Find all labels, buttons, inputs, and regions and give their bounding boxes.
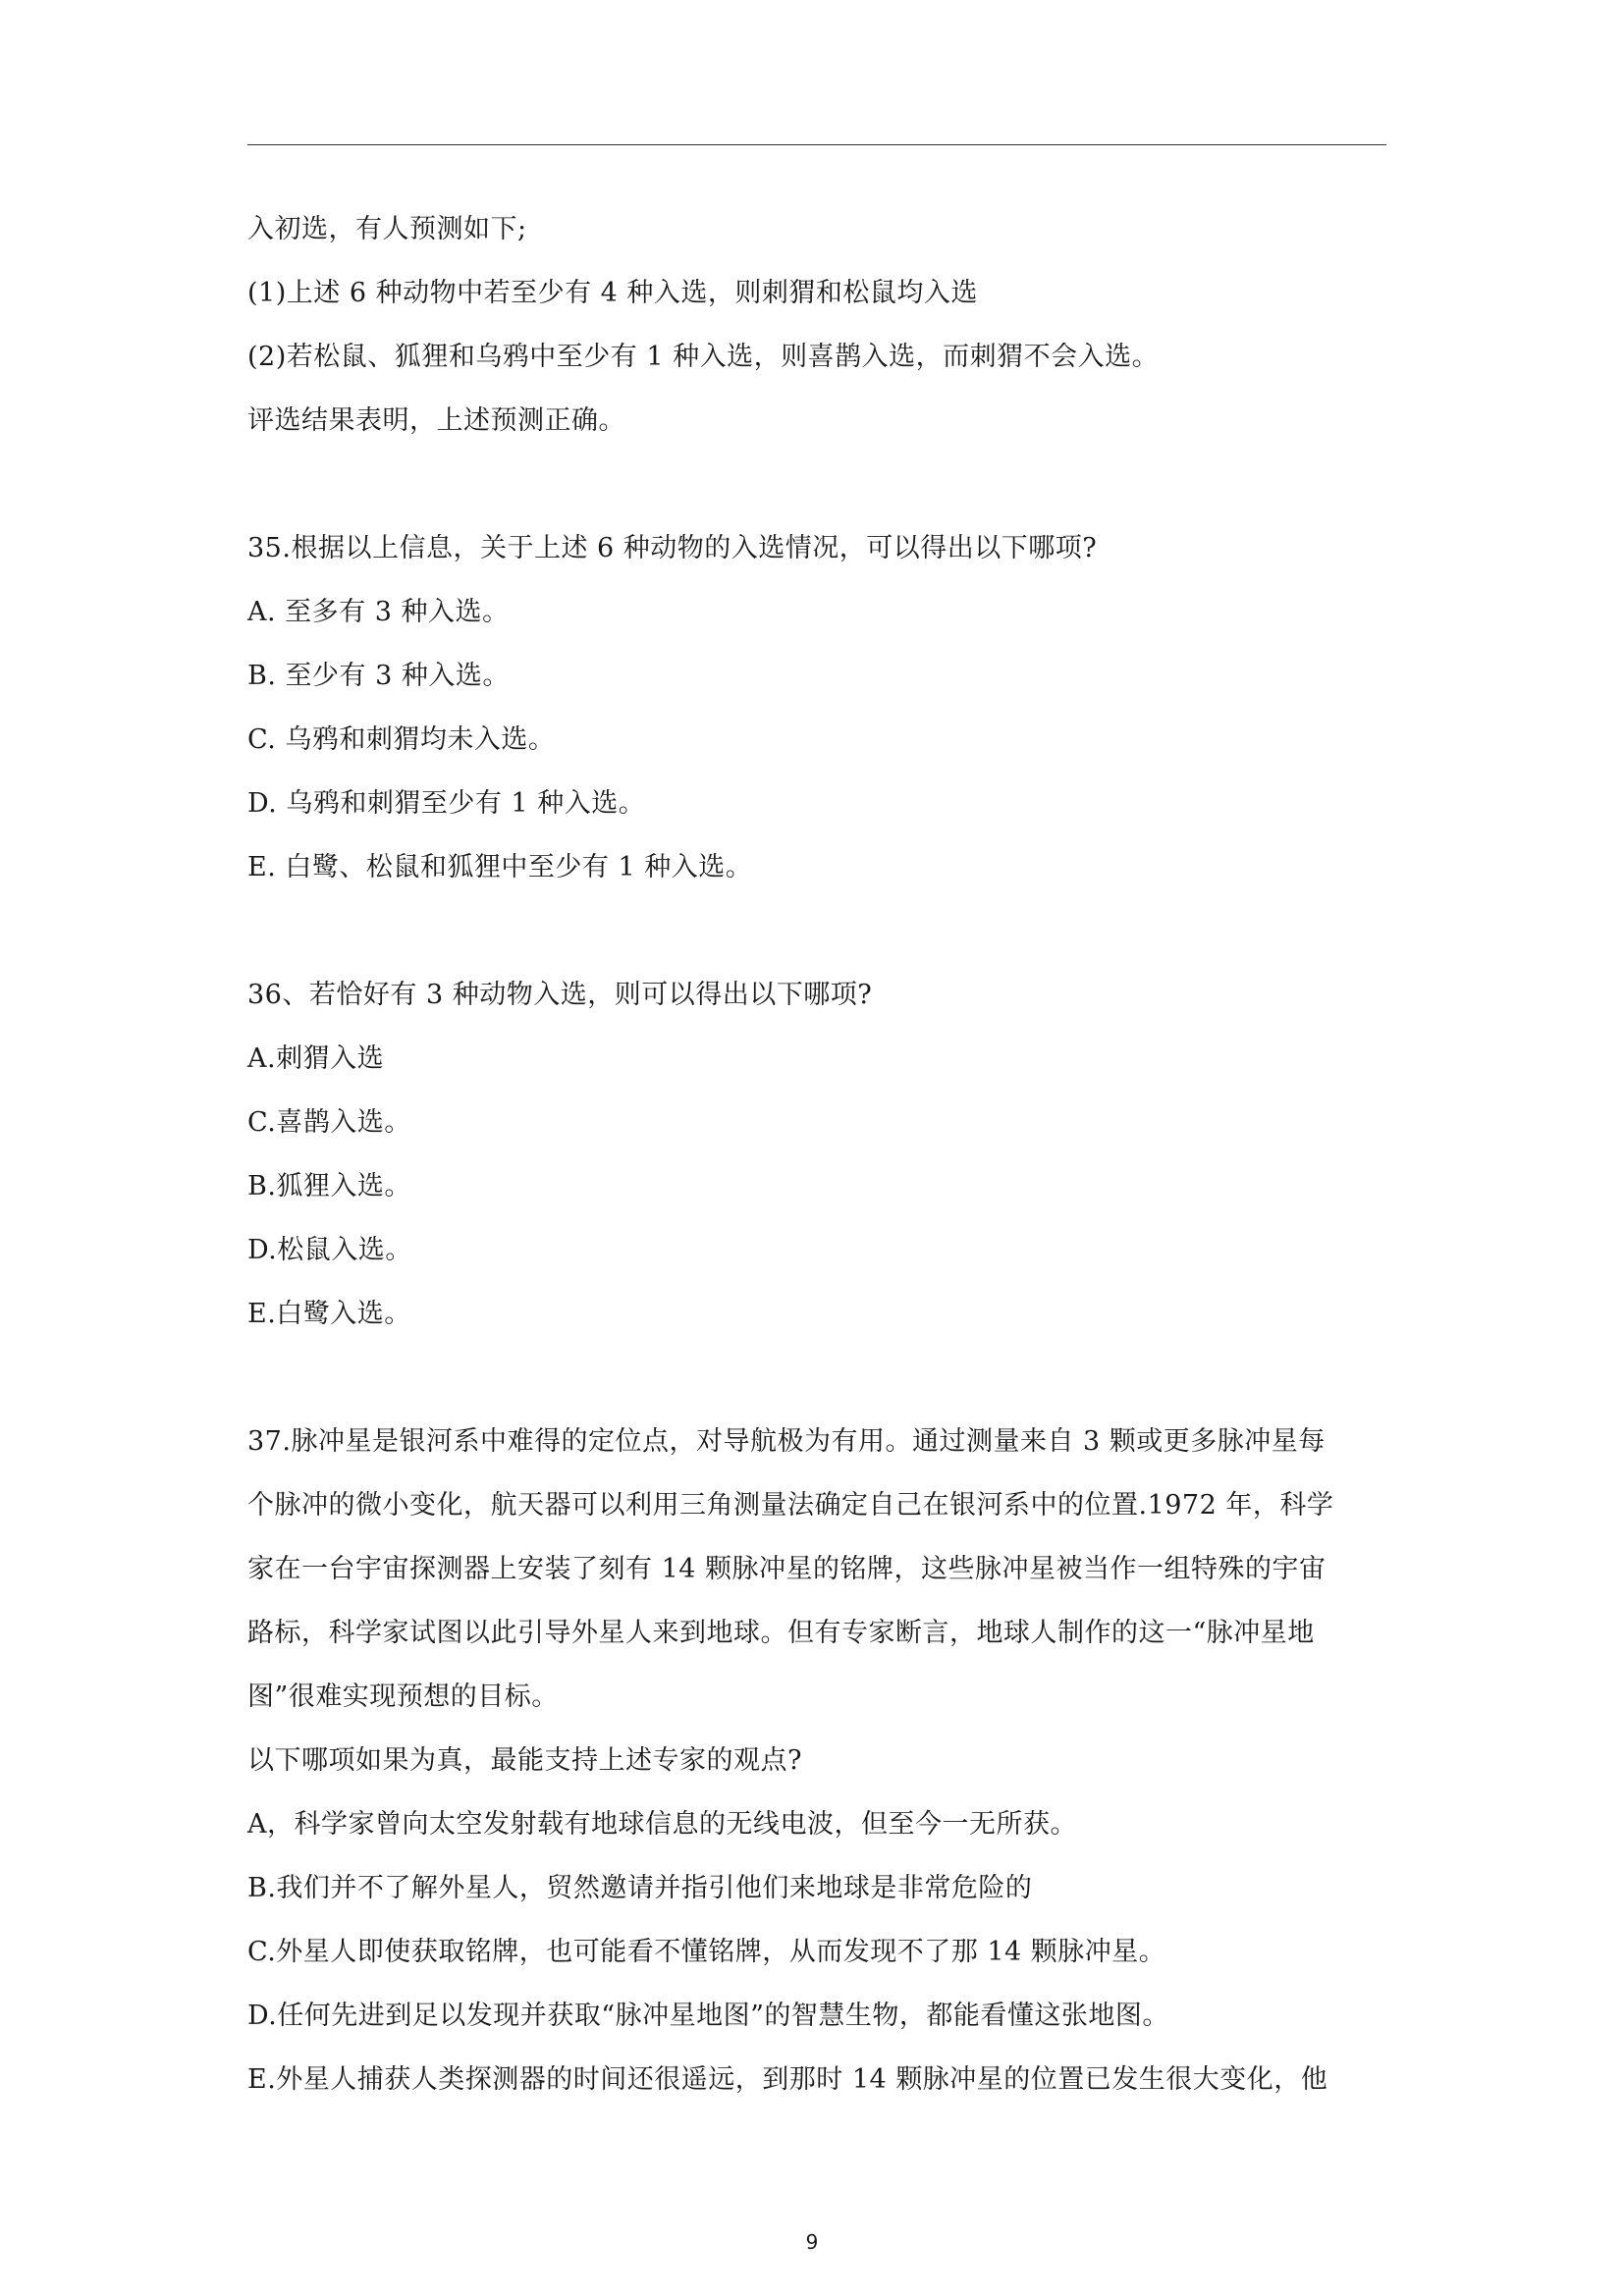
page-number: 9 (805, 2230, 819, 2254)
answer-option: C.喜鹊入选。 (247, 1107, 411, 1138)
question-stem-line: 个脉冲的微小变化，航天器可以利用三角测量法确定自己在银河系中的位置.1972 年，科学 (247, 1490, 1334, 1521)
answer-option: B.我们并不了解外星人，贸然邀请并指引他们来地球是非常危险的 (247, 1873, 1033, 1903)
answer-option: A.刺猬入选 (247, 1043, 385, 1074)
answer-option: E.外星人捕获人类探测器的时间还很遥远，到那时 14 颗脉冲星的位置已发生很大变化，他 (247, 2064, 1328, 2095)
intro-line: 入初选，有人预测如下; (247, 214, 527, 244)
answer-option: D.任何先进到足以发现并获取“脉冲星地图”的智慧生物，都能看懂这张地图。 (247, 2001, 1169, 2031)
answer-option: D. 乌鸦和刺猬至少有 1 种入选。 (247, 788, 646, 819)
answer-option: B. 至少有 3 种入选。 (247, 661, 510, 691)
answer-option: C.外星人即使获取铭牌，也可能看不懂铭牌，从而发现不了那 14 颗脉冲星。 (247, 1937, 1166, 1967)
answer-option: A，科学家曾向太空发射载有地球信息的无线电波，但至今一无所获。 (247, 1809, 1077, 1840)
question-stem-line: 家在一台宇宙探测器上安装了刻有 14 颗脉冲星的铭牌，这些脉冲星被当作一组特殊的宇宙 (247, 1554, 1326, 1584)
answer-option: E.白鹭入选。 (247, 1299, 411, 1329)
question-stem-line: 以下哪项如果为真，最能支持上述专家的观点? (247, 1745, 802, 1776)
header-rule (247, 144, 1386, 145)
intro-line: (2)若松鼠、狐狸和乌鸦中至少有 1 种入选，则喜鹊入选，而刺猬不会入选。 (247, 342, 1160, 372)
question-stem-line: 图”很难实现预想的目标。 (247, 1682, 559, 1712)
answer-option: E. 白鹭、松鼠和狐狸中至少有 1 种入选。 (247, 852, 753, 882)
question-stem: 35.根据以上信息，关于上述 6 种动物的入选情况，可以得出以下哪项? (247, 533, 1098, 563)
answer-option: A. 至多有 3 种入选。 (247, 597, 510, 627)
question-stem: 36、若恰好有 3 种动物入选，则可以得出以下哪项? (247, 980, 873, 1010)
answer-option: D.松鼠入选。 (247, 1235, 412, 1265)
answer-option: B.狐狸入选。 (247, 1171, 411, 1201)
answer-option: C. 乌鸦和刺猬均未入选。 (247, 724, 556, 755)
question-stem-line: 路标，科学家试图以此引导外星人来到地球。但有专家断言，地球人制作的这一“脉冲星地 (247, 1618, 1315, 1648)
question-stem-line: 37.脉冲星是银河系中难得的定位点，对导航极为有用。通过测量来自 3 颗或更多脉冲星每 (247, 1426, 1326, 1457)
intro-line: 评选结果表明，上述预测正确。 (247, 405, 625, 436)
intro-line: (1)上述 6 种动物中若至少有 4 种入选，则刺猬和松鼠均入选 (247, 278, 978, 308)
